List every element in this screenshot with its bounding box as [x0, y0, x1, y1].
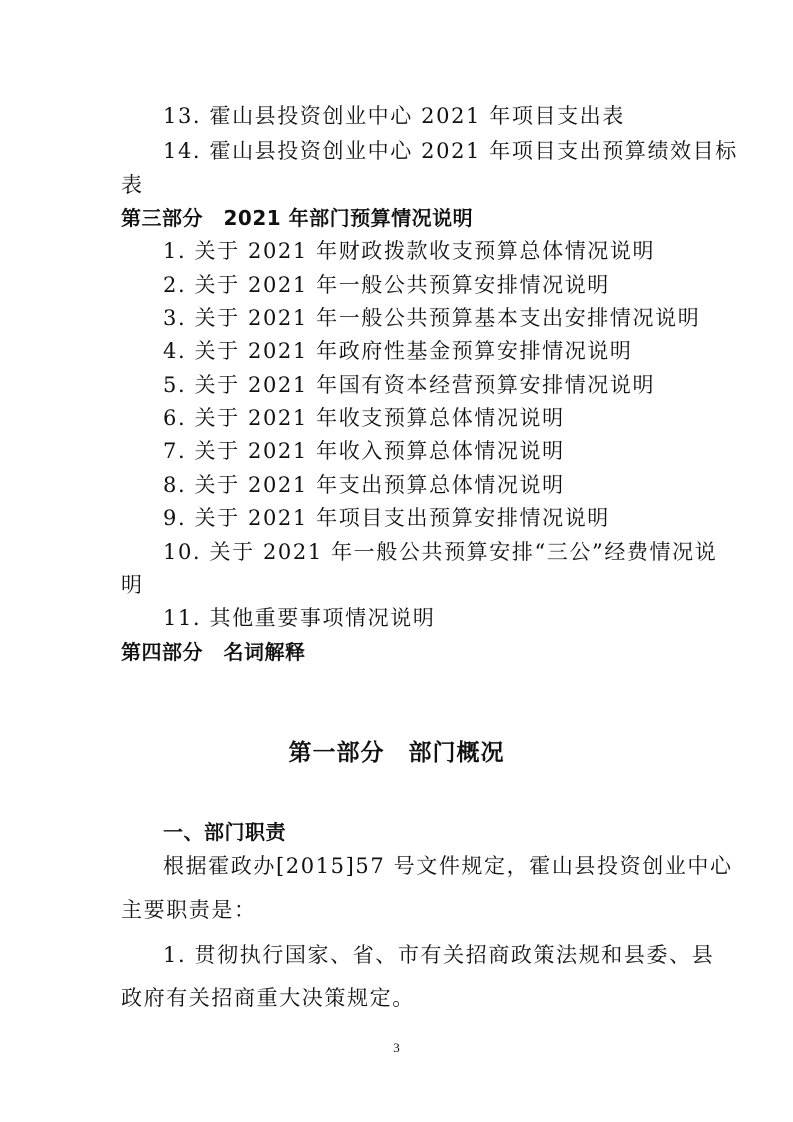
toc-part3-item: 11. 其他重要事项情况说明: [163, 606, 436, 630]
toc-item-14-wrap: 表: [121, 173, 144, 197]
page-number: 3: [393, 1040, 400, 1055]
toc-part3-item: 4. 关于 2021 年政府性基金预算安排情况说明: [163, 339, 633, 363]
toc-part3-item: 8. 关于 2021 年支出预算总体情况说明: [163, 473, 565, 497]
part1-title: 第一部分 部门概况: [288, 740, 505, 766]
toc-part3-heading: 第三部分 2021 年部门预算情况说明: [121, 206, 474, 230]
section-heading: 一、部门职责: [163, 820, 286, 844]
toc-part3-item: 7. 关于 2021 年收入预算总体情况说明: [163, 439, 565, 463]
toc-part3-item: 10. 关于 2021 年一般公共预算安排“三公”经费情况说: [163, 540, 718, 564]
toc-item-14: 14. 霍山县投资创业中心 2021 年项目支出预算绩效目标: [163, 139, 738, 163]
toc-part3-item: 5. 关于 2021 年国有资本经营预算安排情况说明: [163, 373, 656, 397]
paragraph-line: 主要职责是：: [121, 898, 257, 922]
paragraph-line: 政府有关招商重大决策规定。: [121, 986, 415, 1010]
toc-part3-item: 3. 关于 2021 年一般公共预算基本支出安排情况说明: [163, 306, 701, 330]
toc-part3-item-wrap: 明: [121, 573, 144, 597]
toc-part3-item: 1. 关于 2021 年财政拨款收支预算总体情况说明: [163, 239, 656, 263]
toc-part3-item: 2. 关于 2021 年一般公共预算安排情况说明: [163, 273, 610, 297]
toc-item-13: 13. 霍山县投资创业中心 2021 年项目支出表: [163, 104, 625, 128]
toc-part3-item: 6. 关于 2021 年收支预算总体情况说明: [163, 406, 565, 430]
paragraph-line: 1. 贯彻执行国家、省、市有关招商政策法规和县委、县: [163, 943, 715, 967]
paragraph-line: 根据霍政办[2015]57 号文件规定，霍山县投资创业中心: [163, 854, 733, 878]
toc-part4-heading: 第四部分 名词解释: [121, 640, 306, 664]
toc-part3-item: 9. 关于 2021 年项目支出预算安排情况说明: [163, 506, 610, 530]
